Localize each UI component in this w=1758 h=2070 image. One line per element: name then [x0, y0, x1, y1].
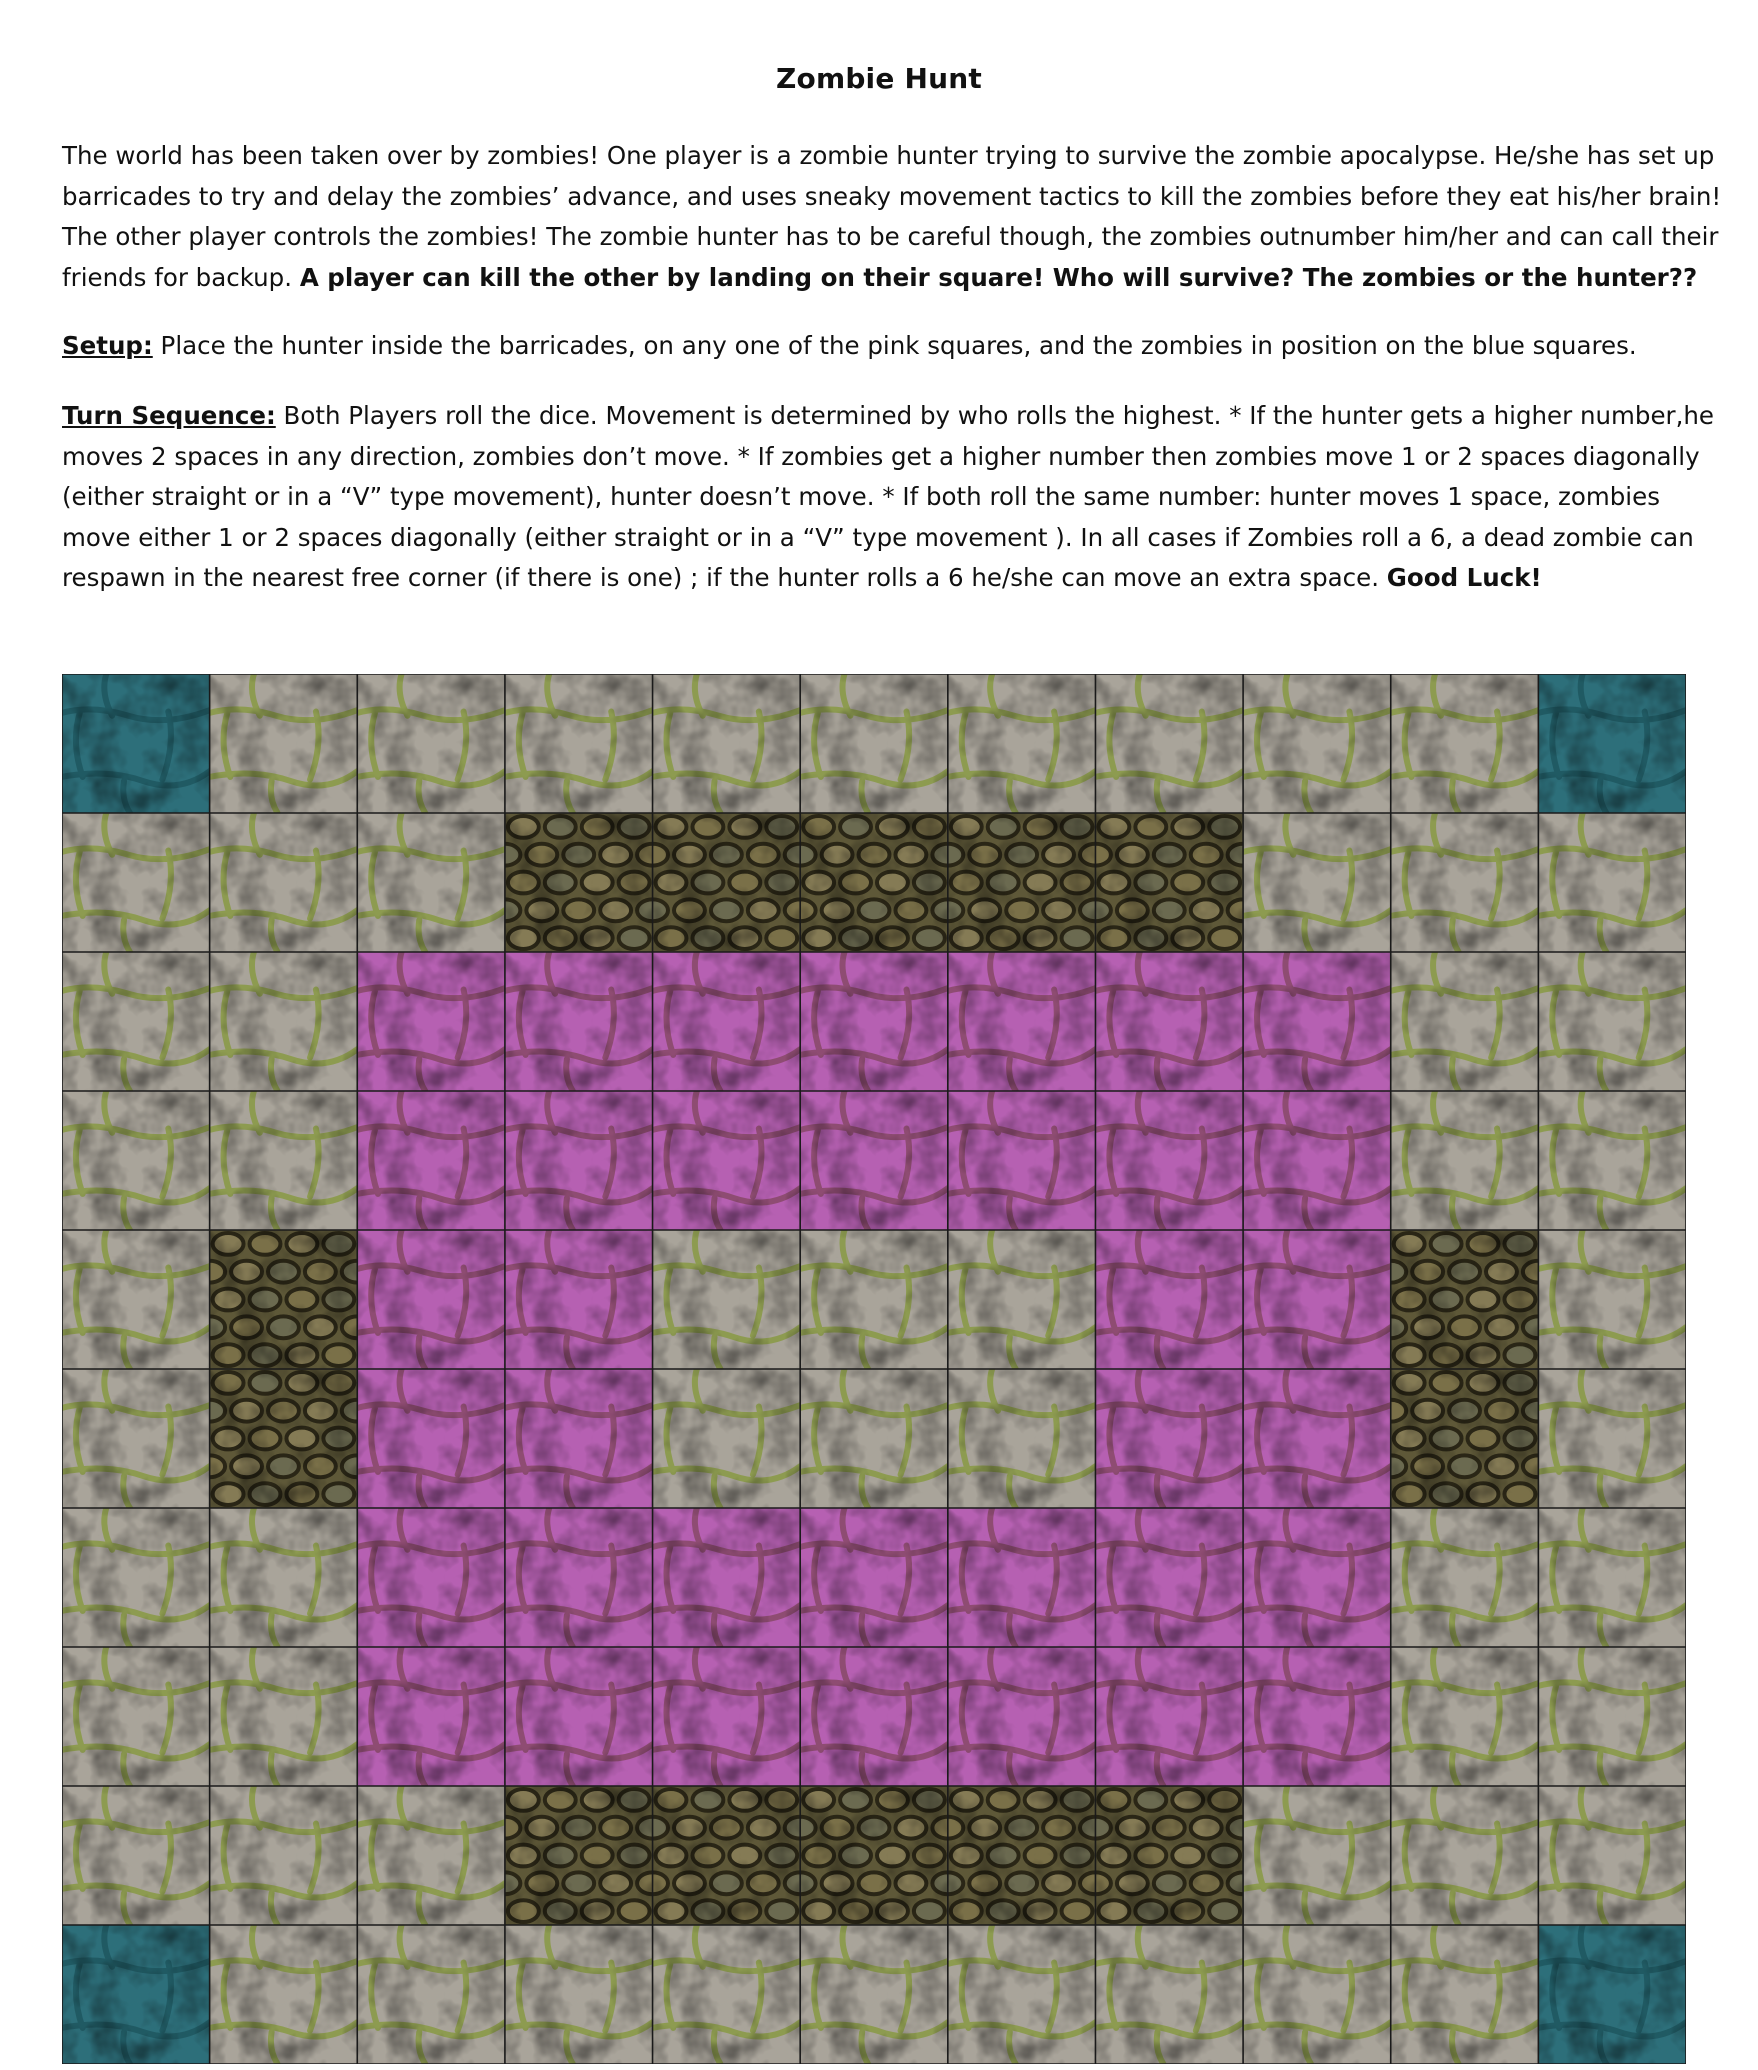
intro-paragraph: [62, 136, 1722, 298]
path-cell-texture: [948, 674, 1096, 813]
path-cell-texture: [1538, 1230, 1686, 1369]
path-cell-texture: [1391, 1786, 1539, 1925]
hunter-area-cell-texture: [357, 1230, 505, 1369]
hunter-area-cell-texture: [1095, 1369, 1243, 1508]
good-luck-text: Good Luck!: [1386, 563, 1542, 592]
path-cell-texture: [800, 1369, 948, 1508]
path-cell-texture: [948, 1230, 1096, 1369]
turn-sequence-label: Turn Sequence:: [62, 401, 276, 430]
path-cell-texture: [1243, 813, 1391, 952]
path-cell-texture: [1538, 1091, 1686, 1230]
path-cell-texture: [210, 1508, 358, 1647]
page-title: Zombie Hunt: [776, 62, 982, 95]
path-cell-texture: [62, 1230, 210, 1369]
intro-text: The world has been taken over by zombies! One player is a zombie hunter trying to survive the zombie apocalypse. He/she has set up barricades to try and delay the zombies’ advance, and uses sneaky movement tactics to kill the zombies before they eat his/her brain! The other player controls the zombies! The zombie hunter has to be careful though, the zombies outnumber him/her and can call their friends for backup.: [62, 141, 1722, 292]
path-cell-texture: [62, 1369, 210, 1508]
hunter-area-cell-texture: [357, 1647, 505, 1786]
path-cell-texture: [62, 1647, 210, 1786]
hunter-area-cell-texture: [1095, 1091, 1243, 1230]
path-cell-texture: [357, 674, 505, 813]
path-cell-texture: [62, 813, 210, 952]
hunter-area-cell-texture: [1243, 1230, 1391, 1369]
intro-bold-text: A player can kill the other by landing on their square! Who will survive? The zombies or the hunter??: [299, 262, 1698, 292]
hunter-area-cell-texture: [1243, 1508, 1391, 1647]
hunter-area-cell-texture: [800, 952, 948, 1091]
turn-sequence-text: Both Players roll the dice. Movement is determined by who rolls the highest. * If the hunter gets a higher number,he moves 2 spaces in any direction, zombies don’t move. * If zombies get a higher number then zombies move 1 or 2 spaces diagonally (either straight or in a “V” type movement), hunter doesn’t move. * If both roll the same number: hunter moves 1 space, zombies move either 1 or 2 spaces diagonally (either straight or in a “V” type movement ). In all cases if Zombies roll a 6, a dead zombie can respawn in the nearest free corner (if there is one) ; if the hunter rolls a 6 he/she can move an extra space.: [62, 401, 1714, 592]
hunter-area-cell-texture: [505, 952, 653, 1091]
zombie-start-cell-texture: [62, 1925, 210, 2064]
path-cell-texture: [1538, 1786, 1686, 1925]
path-cell-texture: [1538, 1647, 1686, 1786]
hunter-area-cell-texture: [357, 1369, 505, 1508]
path-cell-texture: [948, 1369, 1096, 1508]
hunter-area-cell-texture: [1095, 1230, 1243, 1369]
hunter-area-cell-texture: [1095, 952, 1243, 1091]
hunter-area-cell-texture: [653, 1508, 801, 1647]
setup-label: Setup:: [62, 331, 153, 360]
hunter-area-cell-texture: [948, 1647, 1096, 1786]
path-cell-texture: [210, 813, 358, 952]
hunter-area-cell-texture: [1243, 952, 1391, 1091]
hunter-area-cell-texture: [505, 1230, 653, 1369]
hunter-area-cell-texture: [505, 1647, 653, 1786]
path-cell-texture: [1243, 1925, 1391, 2064]
path-cell-texture: [1538, 1369, 1686, 1508]
path-cell-texture: [62, 952, 210, 1091]
game-board-svg: [62, 674, 1686, 2064]
path-cell-texture: [653, 1369, 801, 1508]
hunter-area-cell-texture: [505, 1091, 653, 1230]
path-cell-texture: [653, 1925, 801, 2064]
hunter-area-cell-texture: [800, 1508, 948, 1647]
path-cell-texture: [1095, 674, 1243, 813]
hunter-area-cell-texture: [1095, 1508, 1243, 1647]
zombie-start-cell-texture: [1538, 674, 1686, 813]
path-cell-texture: [210, 952, 358, 1091]
hunter-area-cell-texture: [653, 1091, 801, 1230]
path-cell-texture: [1538, 813, 1686, 952]
path-cell-texture: [62, 1786, 210, 1925]
hunter-area-cell-texture: [800, 1647, 948, 1786]
hunter-area-cell-texture: [1243, 1091, 1391, 1230]
hunter-area-cell-texture: [653, 952, 801, 1091]
path-cell-texture: [1391, 952, 1539, 1091]
hunter-area-cell-texture: [357, 1508, 505, 1647]
path-cell-texture: [800, 1230, 948, 1369]
path-cell-texture: [505, 1925, 653, 2064]
hunter-area-cell-texture: [948, 1091, 1096, 1230]
path-cell-texture: [1391, 813, 1539, 952]
path-cell-texture: [505, 674, 653, 813]
path-cell-texture: [653, 674, 801, 813]
path-cell-texture: [948, 1925, 1096, 2064]
path-cell-texture: [1243, 1786, 1391, 1925]
path-cell-texture: [800, 1925, 948, 2064]
hunter-area-cell-texture: [357, 952, 505, 1091]
hunter-area-cell-texture: [653, 1647, 801, 1786]
zombie-start-cell-texture: [62, 674, 210, 813]
hunter-area-cell-texture: [505, 1508, 653, 1647]
hunter-area-cell-texture: [1243, 1369, 1391, 1508]
hunter-area-cell-texture: [1095, 1647, 1243, 1786]
setup-text: Place the hunter inside the barricades, on any one of the pink squares, and the zombies in position on the blue squares.: [152, 331, 1637, 360]
path-cell-texture: [1095, 1925, 1243, 2064]
path-cell-texture: [357, 813, 505, 952]
path-cell-texture: [210, 1647, 358, 1786]
path-cell-texture: [210, 1925, 358, 2064]
hunter-area-cell-texture: [505, 1369, 653, 1508]
path-cell-texture: [800, 674, 948, 813]
path-cell-texture: [1243, 674, 1391, 813]
hunter-area-cell-texture: [800, 1091, 948, 1230]
hunter-area-cell-texture: [1243, 1647, 1391, 1786]
hunter-area-cell-texture: [357, 1091, 505, 1230]
turn-sequence-paragraph: [62, 396, 1722, 599]
path-cell-texture: [62, 1091, 210, 1230]
path-cell-texture: [653, 1230, 801, 1369]
path-cell-texture: [210, 1091, 358, 1230]
hunter-area-cell-texture: [948, 1508, 1096, 1647]
path-cell-texture: [62, 1508, 210, 1647]
path-cell-texture: [210, 674, 358, 813]
path-cell-texture: [1391, 1925, 1539, 2064]
setup-paragraph: [62, 326, 1722, 367]
game-board: [62, 674, 1686, 2064]
zombie-start-cell-texture: [1538, 1925, 1686, 2064]
path-cell-texture: [1538, 952, 1686, 1091]
path-cell-texture: [1391, 1647, 1539, 1786]
path-cell-texture: [357, 1786, 505, 1925]
path-cell-texture: [1538, 1508, 1686, 1647]
hunter-area-cell-texture: [948, 952, 1096, 1091]
path-cell-texture: [210, 1786, 358, 1925]
path-cell-texture: [357, 1925, 505, 2064]
path-cell-texture: [1391, 674, 1539, 813]
path-cell-texture: [1391, 1508, 1539, 1647]
path-cell-texture: [1391, 1091, 1539, 1230]
